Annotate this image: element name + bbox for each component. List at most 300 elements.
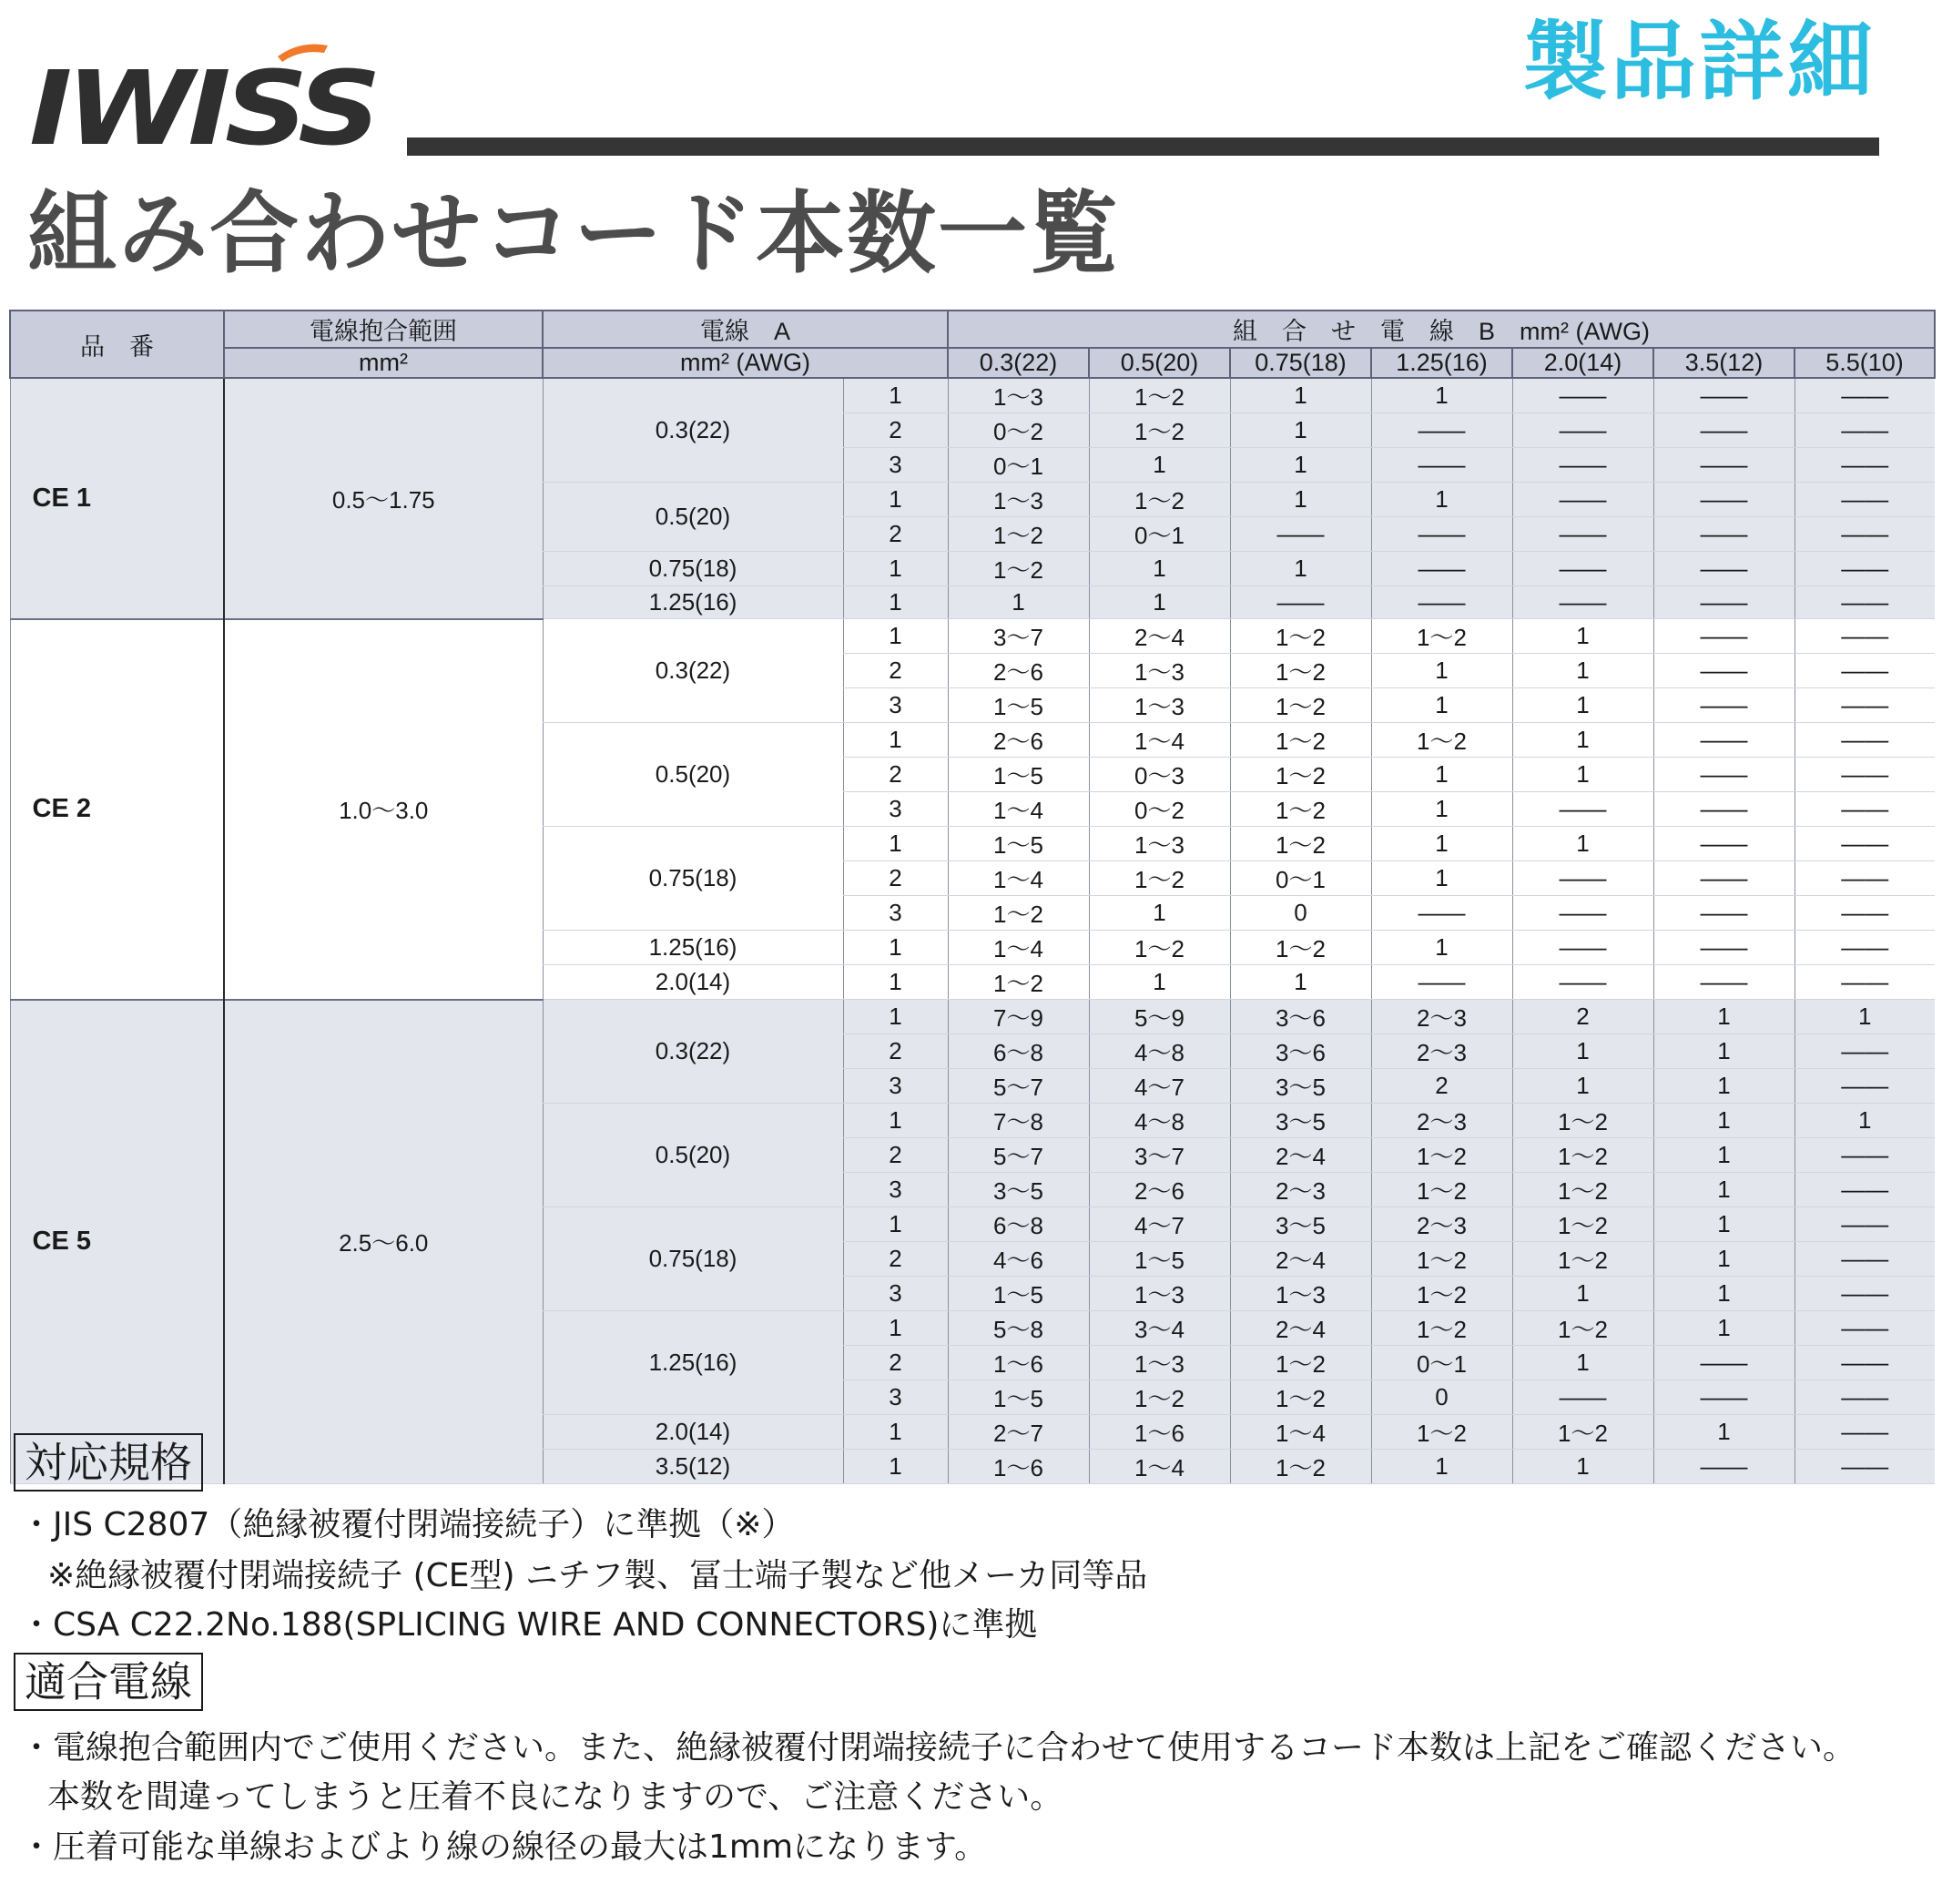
combination-count-cell: 1〜4 <box>1230 1415 1371 1450</box>
wire-a-count-cell: 2 <box>843 654 948 688</box>
combination-count-cell: 1 <box>1230 965 1371 1000</box>
wire-a-count-cell: 1 <box>843 483 948 517</box>
combination-count-cell: —— <box>1795 1242 1935 1277</box>
combination-count-cell: —— <box>1795 1450 1935 1484</box>
combination-count-cell: —— <box>1795 1311 1935 1346</box>
combination-count-cell: 1〜5 <box>948 1277 1089 1311</box>
combination-count-cell: 1 <box>1512 827 1653 861</box>
combination-count-cell: —— <box>1795 654 1935 688</box>
combination-count-cell: 1〜3 <box>948 378 1089 413</box>
combination-count-cell: 1 <box>1230 378 1371 413</box>
wire-a-count-cell: 1 <box>843 552 948 586</box>
combination-count-cell: —— <box>1512 378 1653 413</box>
page-title: 組み合わせコード本数一覧 <box>27 182 1121 286</box>
wire-a-count-cell: 1 <box>843 1415 948 1450</box>
wire-a-count-cell: 1 <box>843 1104 948 1138</box>
combination-count-cell: 1〜2 <box>948 896 1089 931</box>
logo-text: IWISS <box>29 50 376 155</box>
combination-count-cell: 1〜2 <box>1512 1173 1653 1207</box>
combination-count-cell: 3〜6 <box>1230 1000 1371 1034</box>
combination-count-cell: 2 <box>1371 1069 1512 1104</box>
combination-count-cell: 3〜6 <box>1230 1034 1371 1069</box>
combination-count-cell: 1〜3 <box>1089 1346 1230 1380</box>
combination-count-cell: —— <box>1653 1380 1795 1415</box>
combination-count-cell: 3〜7 <box>1089 1138 1230 1173</box>
combination-count-cell: 1〜3 <box>1089 1277 1230 1311</box>
combination-count-cell: 1 <box>1371 688 1512 723</box>
combination-count-cell: —— <box>1512 896 1653 931</box>
combination-count-cell: 1〜2 <box>1371 1277 1512 1311</box>
combination-count-cell: —— <box>1371 896 1512 931</box>
combination-count-cell: 1 <box>1512 1346 1653 1380</box>
combination-count-cell: 1 <box>1512 1450 1653 1484</box>
combination-count-cell: —— <box>1795 552 1935 586</box>
combination-count-cell: 1〜2 <box>1371 1242 1512 1277</box>
combination-count-cell: 4〜6 <box>948 1242 1089 1277</box>
wire-a-count-cell: 3 <box>843 1380 948 1415</box>
combination-count-cell: —— <box>1795 517 1935 552</box>
combination-count-cell: —— <box>1512 517 1653 552</box>
combination-count-cell: —— <box>1512 448 1653 483</box>
wire-a-count-cell: 1 <box>843 931 948 965</box>
combination-count-cell: —— <box>1653 896 1795 931</box>
wire-a-count-cell: 1 <box>843 619 948 654</box>
combination-count-cell: 2〜4 <box>1089 619 1230 654</box>
header-range: 電線抱合範囲 <box>224 311 543 348</box>
wire-a-size-cell: 0.5(20) <box>543 483 843 552</box>
table-body <box>10 311 1935 1484</box>
combination-count-cell: 1〜2 <box>1089 483 1230 517</box>
combination-count-cell: —— <box>1795 619 1935 654</box>
header-wire-b: 組 合 せ 電 線 B mm² (AWG) <box>948 311 1935 348</box>
combination-count-cell: 3〜5 <box>1230 1104 1371 1138</box>
combination-count-cell: 3〜5 <box>948 1173 1089 1207</box>
header-wire-a: 電線 A <box>543 311 948 348</box>
wires-line-1: ・電線抱合範囲内でご使用ください。また、絶縁被覆付閉端接続子に合わせて使用するコード本数は上記をご確認ください。 <box>20 1729 1856 1767</box>
combination-count-cell: 1〜2 <box>1512 1311 1653 1346</box>
wire-a-size-cell: 1.25(16) <box>543 1311 843 1415</box>
wire-a-count-cell: 2 <box>843 517 948 552</box>
combination-count-cell: —— <box>1512 965 1653 1000</box>
combination-count-cell: 2〜4 <box>1230 1138 1371 1173</box>
combination-count-cell: 1 <box>1371 861 1512 896</box>
combination-count-cell: —— <box>1653 654 1795 688</box>
combination-count-cell: 0 <box>1230 896 1371 931</box>
combination-count-cell: —— <box>1653 1346 1795 1380</box>
combination-count-cell: —— <box>1512 552 1653 586</box>
combination-count-cell: —— <box>1795 723 1935 758</box>
combination-count-cell: 5〜9 <box>1089 1000 1230 1034</box>
combination-count-cell: 1〜2 <box>1230 827 1371 861</box>
combination-count-cell: 1〜3 <box>1089 827 1230 861</box>
combination-count-cell: 1〜6 <box>948 1450 1089 1484</box>
combination-count-cell: 7〜9 <box>948 1000 1089 1034</box>
wire-a-count-cell: 3 <box>843 448 948 483</box>
wire-a-count-cell: 2 <box>843 861 948 896</box>
combination-count-cell: 1〜2 <box>948 517 1089 552</box>
combination-count-cell: —— <box>1653 723 1795 758</box>
header-wire-a-unit: mm² (AWG) <box>543 348 948 378</box>
wires-line-2: 本数を間違ってしまうと圧着不良になりますので、ご注意ください。 <box>47 1778 1063 1816</box>
wire-a-size-cell: 0.75(18) <box>543 1207 843 1311</box>
combination-count-cell: —— <box>1795 896 1935 931</box>
combination-count-cell: 1〜4 <box>948 792 1089 827</box>
combination-count-cell: —— <box>1230 586 1371 619</box>
combination-count-cell: 1 <box>948 586 1089 619</box>
combination-count-cell: 7〜8 <box>948 1104 1089 1138</box>
combination-count-cell: 1〜2 <box>1230 931 1371 965</box>
combination-count-cell: 1 <box>1230 448 1371 483</box>
combination-count-cell: 4〜7 <box>1089 1069 1230 1104</box>
combination-count-cell: —— <box>1795 378 1935 413</box>
wire-a-count-cell: 2 <box>843 1242 948 1277</box>
wire-a-count-cell: 1 <box>843 1450 948 1484</box>
combination-count-cell: 3〜5 <box>1230 1207 1371 1242</box>
table-row <box>10 619 1935 654</box>
combination-count-cell: —— <box>1795 827 1935 861</box>
wire-a-count-cell: 3 <box>843 896 948 931</box>
combination-count-cell: 1 <box>1371 1450 1512 1484</box>
combination-count-cell: —— <box>1653 758 1795 792</box>
wire-a-size-cell: 1.25(16) <box>543 931 843 965</box>
combination-count-cell: 1 <box>1653 1000 1795 1034</box>
combination-count-cell: 4〜8 <box>1089 1034 1230 1069</box>
combination-count-cell: 1〜2 <box>1371 1311 1512 1346</box>
combination-count-cell: 1 <box>1653 1277 1795 1311</box>
combination-count-cell: 2〜6 <box>948 654 1089 688</box>
combination-count-cell: —— <box>1371 413 1512 448</box>
combination-count-cell: 1〜4 <box>948 931 1089 965</box>
combination-count-cell: 1〜2 <box>1371 619 1512 654</box>
header-b-col: 0.3(22) <box>948 348 1089 378</box>
combination-count-cell: —— <box>1512 792 1653 827</box>
combination-count-cell: 1 <box>1371 483 1512 517</box>
wire-a-size-cell: 0.75(18) <box>543 552 843 586</box>
combination-count-cell: 2〜4 <box>1230 1311 1371 1346</box>
wire-a-count-cell: 2 <box>843 1034 948 1069</box>
combination-count-cell: 6〜8 <box>948 1034 1089 1069</box>
combination-count-cell: 1〜3 <box>1089 654 1230 688</box>
combination-count-cell: —— <box>1795 483 1935 517</box>
combination-count-cell: —— <box>1512 1380 1653 1415</box>
wires-line-3: ・圧着可能な単線およびより線の線径の最大は1mmになります。 <box>20 1828 988 1866</box>
wire-a-size-cell: 0.3(22) <box>543 1000 843 1104</box>
combination-count-cell: 1 <box>1653 1173 1795 1207</box>
combination-count-cell: 1 <box>1795 1000 1935 1034</box>
combination-count-cell: 1〜2 <box>948 965 1089 1000</box>
combination-count-cell: —— <box>1371 586 1512 619</box>
combination-count-cell: 1〜2 <box>1512 1207 1653 1242</box>
combination-count-cell: —— <box>1653 483 1795 517</box>
combination-count-cell: 1 <box>1512 1277 1653 1311</box>
combination-count-cell: 1 <box>1371 378 1512 413</box>
combination-count-cell: 1〜3 <box>1089 688 1230 723</box>
combination-count-cell: —— <box>1371 448 1512 483</box>
combination-count-cell: 1 <box>1653 1138 1795 1173</box>
combination-count-cell: 1〜6 <box>1089 1415 1230 1450</box>
combination-count-cell: 1〜2 <box>1371 1138 1512 1173</box>
combination-count-cell: 1 <box>1089 896 1230 931</box>
combination-count-cell: —— <box>1512 413 1653 448</box>
header-row-2 <box>10 348 1935 378</box>
combination-count-cell: 1 <box>1512 619 1653 654</box>
wire-a-count-cell: 1 <box>843 1207 948 1242</box>
compatible-wire-heading: 適合電線 <box>14 1653 203 1711</box>
combination-count-cell: —— <box>1795 1173 1935 1207</box>
wire-a-count-cell: 1 <box>843 1000 948 1034</box>
combination-count-cell: 1 <box>1512 1034 1653 1069</box>
combination-count-cell: —— <box>1795 861 1935 896</box>
standards-heading: 対応規格 <box>14 1433 203 1492</box>
wire-a-count-cell: 3 <box>843 688 948 723</box>
combination-count-cell: —— <box>1512 586 1653 619</box>
combination-count-cell: 2 <box>1512 1000 1653 1034</box>
wire-a-size-cell: 1.25(16) <box>543 586 843 619</box>
combination-count-cell: 1〜2 <box>1230 1346 1371 1380</box>
combination-count-cell: 1 <box>1512 1069 1653 1104</box>
combination-count-cell: 1〜2 <box>948 552 1089 586</box>
standards-line-1: ・JIS C2807（絶縁被覆付閉端接続子）に準拠（※） <box>20 1506 795 1543</box>
wire-a-size-cell: 0.5(20) <box>543 723 843 827</box>
product-code-cell: CE 2 <box>10 619 224 1000</box>
combination-count-cell: 2〜3 <box>1371 1000 1512 1034</box>
wire-a-size-cell: 0.5(20) <box>543 1104 843 1207</box>
combination-count-cell: 2〜4 <box>1230 1242 1371 1277</box>
combination-count-cell: 2〜7 <box>948 1415 1089 1450</box>
combination-count-cell: —— <box>1512 931 1653 965</box>
combination-count-cell: —— <box>1795 586 1935 619</box>
combination-count-cell: 1 <box>1653 1104 1795 1138</box>
table-row <box>10 1000 1935 1034</box>
wire-a-count-cell: 2 <box>843 1346 948 1380</box>
wire-a-count-cell: 3 <box>843 1173 948 1207</box>
combination-count-cell: 0〜1 <box>1230 861 1371 896</box>
combination-count-cell: —— <box>1795 965 1935 1000</box>
wire-a-count-cell: 1 <box>843 723 948 758</box>
combination-count-cell: 4〜8 <box>1089 1104 1230 1138</box>
combination-count-cell: —— <box>1653 448 1795 483</box>
combination-count-cell: —— <box>1795 1415 1935 1450</box>
product-code-cell: CE 1 <box>10 378 224 619</box>
combination-count-cell: —— <box>1653 792 1795 827</box>
combination-count-cell: —— <box>1653 931 1795 965</box>
combination-count-cell: 1 <box>1230 413 1371 448</box>
combination-count-cell: —— <box>1795 1380 1935 1415</box>
combination-count-cell: 1 <box>1653 1415 1795 1450</box>
product-code-cell: CE 5 <box>10 1000 224 1484</box>
combination-count-cell: —— <box>1653 413 1795 448</box>
combination-count-cell: —— <box>1653 688 1795 723</box>
combination-count-cell: 2〜3 <box>1371 1207 1512 1242</box>
combination-count-cell: 1〜2 <box>1089 931 1230 965</box>
combination-count-cell: 2〜3 <box>1230 1173 1371 1207</box>
combination-count-cell: —— <box>1653 1450 1795 1484</box>
combination-count-cell: 1〜2 <box>1371 1173 1512 1207</box>
combination-count-cell: —— <box>1512 483 1653 517</box>
header-b-col: 0.5(20) <box>1089 348 1230 378</box>
combination-count-cell: 1〜2 <box>1230 1380 1371 1415</box>
wire-a-count-cell: 1 <box>843 827 948 861</box>
wire-a-size-cell: 0.3(22) <box>543 619 843 723</box>
combination-count-cell: 1〜2 <box>1371 723 1512 758</box>
combination-count-cell: 1 <box>1230 552 1371 586</box>
combination-count-cell: 1〜2 <box>1089 413 1230 448</box>
combination-count-cell: 1 <box>1371 758 1512 792</box>
combination-count-cell: 1 <box>1089 448 1230 483</box>
combination-count-cell: 1〜5 <box>948 827 1089 861</box>
wire-a-count-cell: 1 <box>843 378 948 413</box>
header-b-col: 3.5(12) <box>1653 348 1795 378</box>
combination-count-cell: 1 <box>1089 586 1230 619</box>
combination-count-cell: 1〜2 <box>1512 1415 1653 1450</box>
combination-count-cell: —— <box>1371 517 1512 552</box>
range-cell: 0.5〜1.75 <box>224 378 543 619</box>
wire-a-count-cell: 3 <box>843 792 948 827</box>
combination-count-cell: 1 <box>1089 552 1230 586</box>
combination-count-cell: 1 <box>1653 1069 1795 1104</box>
wire-a-size-cell: 0.75(18) <box>543 827 843 931</box>
iwiss-logo <box>27 36 382 155</box>
combination-count-cell: 0〜1 <box>1089 517 1230 552</box>
combination-count-cell: 1〜2 <box>1230 654 1371 688</box>
combination-count-cell: 1 <box>1653 1207 1795 1242</box>
combination-count-cell: 0〜1 <box>1371 1346 1512 1380</box>
combination-count-cell: 1 <box>1371 931 1512 965</box>
combination-count-cell: 1〜6 <box>948 1346 1089 1380</box>
combination-count-cell: 1〜2 <box>1230 688 1371 723</box>
combination-count-cell: 2〜6 <box>948 723 1089 758</box>
wire-a-count-cell: 2 <box>843 758 948 792</box>
combination-count-cell: —— <box>1653 827 1795 861</box>
combination-count-cell: —— <box>1795 1138 1935 1173</box>
combination-count-cell: 1〜2 <box>1512 1104 1653 1138</box>
header-b-col: 1.25(16) <box>1371 348 1512 378</box>
combination-count-cell: 5〜8 <box>948 1311 1089 1346</box>
combination-count-cell: 1〜2 <box>1512 1138 1653 1173</box>
wire-a-count-cell: 3 <box>843 1277 948 1311</box>
combination-count-cell: —— <box>1653 586 1795 619</box>
combination-count-cell: 0〜2 <box>948 413 1089 448</box>
combination-count-cell: 1 <box>1089 965 1230 1000</box>
combination-count-cell: 1〜2 <box>1230 619 1371 654</box>
combination-count-cell: —— <box>1653 378 1795 413</box>
wire-a-count-cell: 2 <box>843 1138 948 1173</box>
combination-count-cell: 1 <box>1230 483 1371 517</box>
header-row-1 <box>10 311 1935 348</box>
combination-table <box>9 310 1936 1484</box>
combination-count-cell: —— <box>1371 552 1512 586</box>
wire-a-size-cell: 2.0(14) <box>543 965 843 1000</box>
combination-count-cell: —— <box>1795 1346 1935 1380</box>
standards-line-3: ・CSA C22.2No.188(SPLICING WIRE AND CONNECTORS)に準拠 <box>20 1606 1038 1644</box>
combination-count-cell: —— <box>1795 1207 1935 1242</box>
combination-count-cell: 1 <box>1653 1311 1795 1346</box>
combination-count-cell: —— <box>1795 1277 1935 1311</box>
combination-count-cell: 1〜4 <box>1089 1450 1230 1484</box>
combination-count-cell: —— <box>1653 619 1795 654</box>
header-b-col: 2.0(14) <box>1512 348 1653 378</box>
page-label: 製品詳細 <box>1522 13 1876 112</box>
combination-count-cell: —— <box>1795 448 1935 483</box>
combination-count-cell: —— <box>1795 792 1935 827</box>
header-b-col: 0.75(18) <box>1230 348 1371 378</box>
combination-count-cell: 3〜4 <box>1089 1311 1230 1346</box>
header-product: 品 番 <box>10 311 224 378</box>
wire-a-count-cell: 1 <box>843 1311 948 1346</box>
combination-count-cell: 1 <box>1371 792 1512 827</box>
combination-count-cell: 1 <box>1371 654 1512 688</box>
wire-a-count-cell: 2 <box>843 413 948 448</box>
wire-a-count-cell: 1 <box>843 586 948 619</box>
combination-count-cell: —— <box>1230 517 1371 552</box>
combination-count-cell: 1 <box>1653 1034 1795 1069</box>
combination-count-cell: 1〜5 <box>948 688 1089 723</box>
combination-count-cell: 1 <box>1512 688 1653 723</box>
wire-a-size-cell: 3.5(12) <box>543 1450 843 1484</box>
range-cell: 2.5〜6.0 <box>224 1000 543 1484</box>
combination-count-cell: —— <box>1795 1069 1935 1104</box>
combination-count-cell: 2〜3 <box>1371 1104 1512 1138</box>
combination-count-cell: 1〜2 <box>1371 1415 1512 1450</box>
combination-count-cell: —— <box>1653 552 1795 586</box>
combination-count-cell: 5〜7 <box>948 1138 1089 1173</box>
combination-count-cell: —— <box>1653 861 1795 896</box>
combination-count-cell: 3〜7 <box>948 619 1089 654</box>
combination-count-cell: 1〜4 <box>1089 723 1230 758</box>
combination-count-cell: 0 <box>1371 1380 1512 1415</box>
combination-count-cell: 1〜2 <box>1089 378 1230 413</box>
combination-count-cell: —— <box>1795 1034 1935 1069</box>
combination-count-cell: —— <box>1795 758 1935 792</box>
wire-a-count-cell: 1 <box>843 965 948 1000</box>
combination-count-cell: 1 <box>1512 758 1653 792</box>
combination-count-cell: 1〜5 <box>948 1380 1089 1415</box>
combination-count-cell: —— <box>1653 965 1795 1000</box>
combination-count-cell: 1〜2 <box>1089 861 1230 896</box>
combination-count-cell: —— <box>1795 931 1935 965</box>
combination-count-cell: 6〜8 <box>948 1207 1089 1242</box>
standards-line-2: ※絶縁被覆付閉端接続子 (CE型) ニチフ製、冨士端子製など他メーカ同等品 <box>47 1557 1148 1594</box>
combination-count-cell: 1〜4 <box>948 861 1089 896</box>
combination-count-cell: 1〜2 <box>1230 758 1371 792</box>
combination-count-cell: —— <box>1371 965 1512 1000</box>
combination-count-cell: 1 <box>1795 1104 1935 1138</box>
header-b-col: 5.5(10) <box>1795 348 1935 378</box>
combination-count-cell: 2〜3 <box>1371 1034 1512 1069</box>
combination-count-cell: 4〜7 <box>1089 1207 1230 1242</box>
combination-count-cell: 0〜3 <box>1089 758 1230 792</box>
combination-count-cell: 5〜7 <box>948 1069 1089 1104</box>
wire-a-size-cell: 2.0(14) <box>543 1415 843 1450</box>
combination-count-cell: —— <box>1653 517 1795 552</box>
wire-a-count-cell: 3 <box>843 1069 948 1104</box>
range-cell: 1.0〜3.0 <box>224 619 543 1000</box>
combination-count-cell: 2〜6 <box>1089 1173 1230 1207</box>
wire-a-size-cell: 0.3(22) <box>543 378 843 483</box>
combination-count-cell: —— <box>1512 861 1653 896</box>
combination-count-cell: 3〜5 <box>1230 1069 1371 1104</box>
combination-count-cell: 1〜3 <box>1230 1277 1371 1311</box>
combination-count-cell: 1〜5 <box>1089 1242 1230 1277</box>
table-row <box>10 378 1935 413</box>
combination-count-cell: 1 <box>1371 827 1512 861</box>
header-range-unit: mm² <box>224 348 543 378</box>
combination-count-cell: 1〜2 <box>1230 1450 1371 1484</box>
combination-count-cell: 1 <box>1512 723 1653 758</box>
combination-count-cell: 0〜2 <box>1089 792 1230 827</box>
combination-count-cell: 1〜3 <box>948 483 1089 517</box>
combination-count-cell: —— <box>1795 413 1935 448</box>
